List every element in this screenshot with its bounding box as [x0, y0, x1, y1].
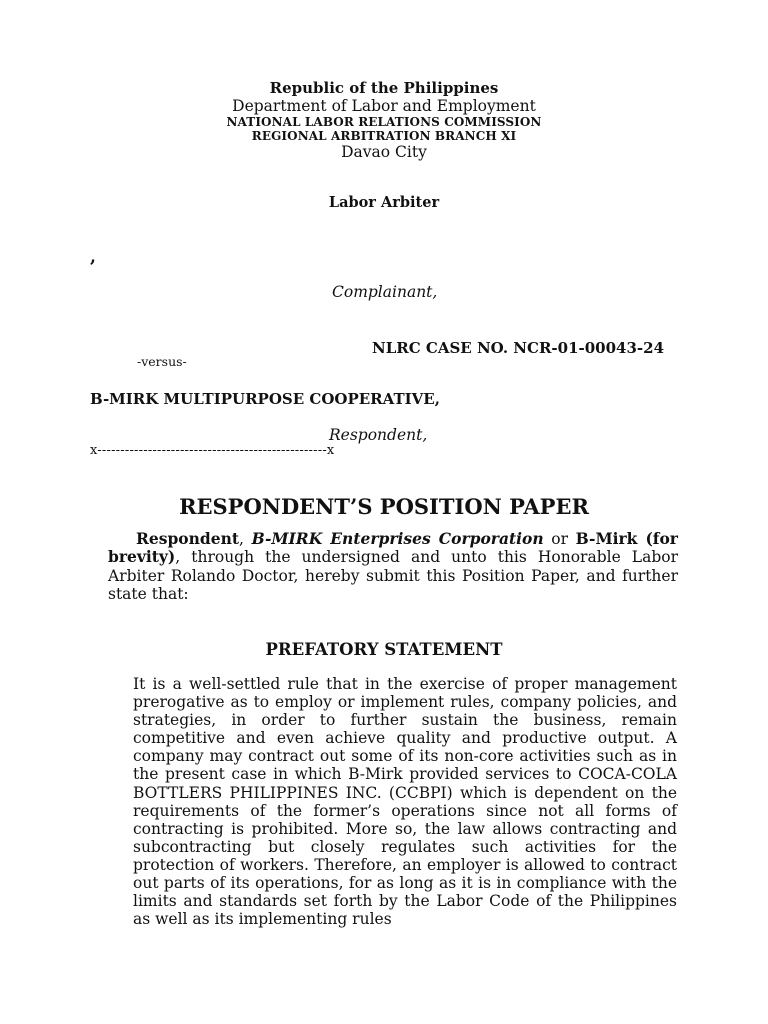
header-republic: Republic of the Philippines: [269, 79, 499, 97]
intro-short-name: B-Mirk (for brevity): [108, 529, 678, 567]
prefatory-body: It is a well-settled rule that in the exercise of proper management prerogative as to employ or implement rules, company policies, and strategies, in order to further sustain the business, remain competitive and even achieve quality and productive output. A company may contract out some of its non-core activities such as in the present case in which B-Mirk provided services to COCA-COLA BOTTLERS PHILIPPINES INC. (CCBPI) which is dependent on the requirements of the former’s operations since not all forms of contracting is prohibited. More so, the law allows contracting and subcontracting but closely regulates such activities for the protection of workers. Therefore, an employer is allowed to contract out parts of its operations, for as long as it is in compliance with the limits and standards set forth by the Labor Code of the Philippines as well as its implementing rules: [133, 675, 677, 929]
complainant-name: ,: [90, 247, 96, 267]
caption-divider: x--------------------------------------------------x: [90, 443, 335, 458]
header-commission: NATIONAL LABOR RELATIONS COMMISSION: [226, 115, 542, 129]
case-number: NLRC CASE NO. NCR-01-00043-24: [372, 339, 665, 357]
intro-rest: , through the undersigned and unto this Honorable Labor Arbiter Rolando Doctor, hereby submit this Position Paper, and further state that:: [108, 548, 678, 603]
intro-comma: ,: [239, 530, 252, 548]
document-title: RESPONDENT’S POSITION PAPER: [179, 494, 589, 519]
header-department: Department of Labor and Employment: [232, 97, 536, 115]
intro-paragraph: [108, 530, 678, 603]
intro-or: or: [543, 530, 576, 548]
complainant-label: Complainant,: [332, 283, 438, 301]
respondent-name: B-MIRK MULTIPURPOSE COOPERATIVE,: [90, 390, 440, 408]
labor-arbiter-label: Labor Arbiter: [328, 194, 440, 211]
prefatory-heading: PREFATORY STATEMENT: [265, 640, 503, 659]
respondent-label: Respondent,: [329, 426, 428, 444]
intro-company-name: B-MIRK Enterprises Corporation: [251, 529, 544, 548]
versus-label: -versus-: [137, 354, 187, 369]
header-city: Davao City: [341, 143, 427, 161]
intro-respondent: Respondent: [136, 529, 240, 548]
header-branch: REGIONAL ARBITRATION BRANCH XI: [251, 129, 517, 143]
